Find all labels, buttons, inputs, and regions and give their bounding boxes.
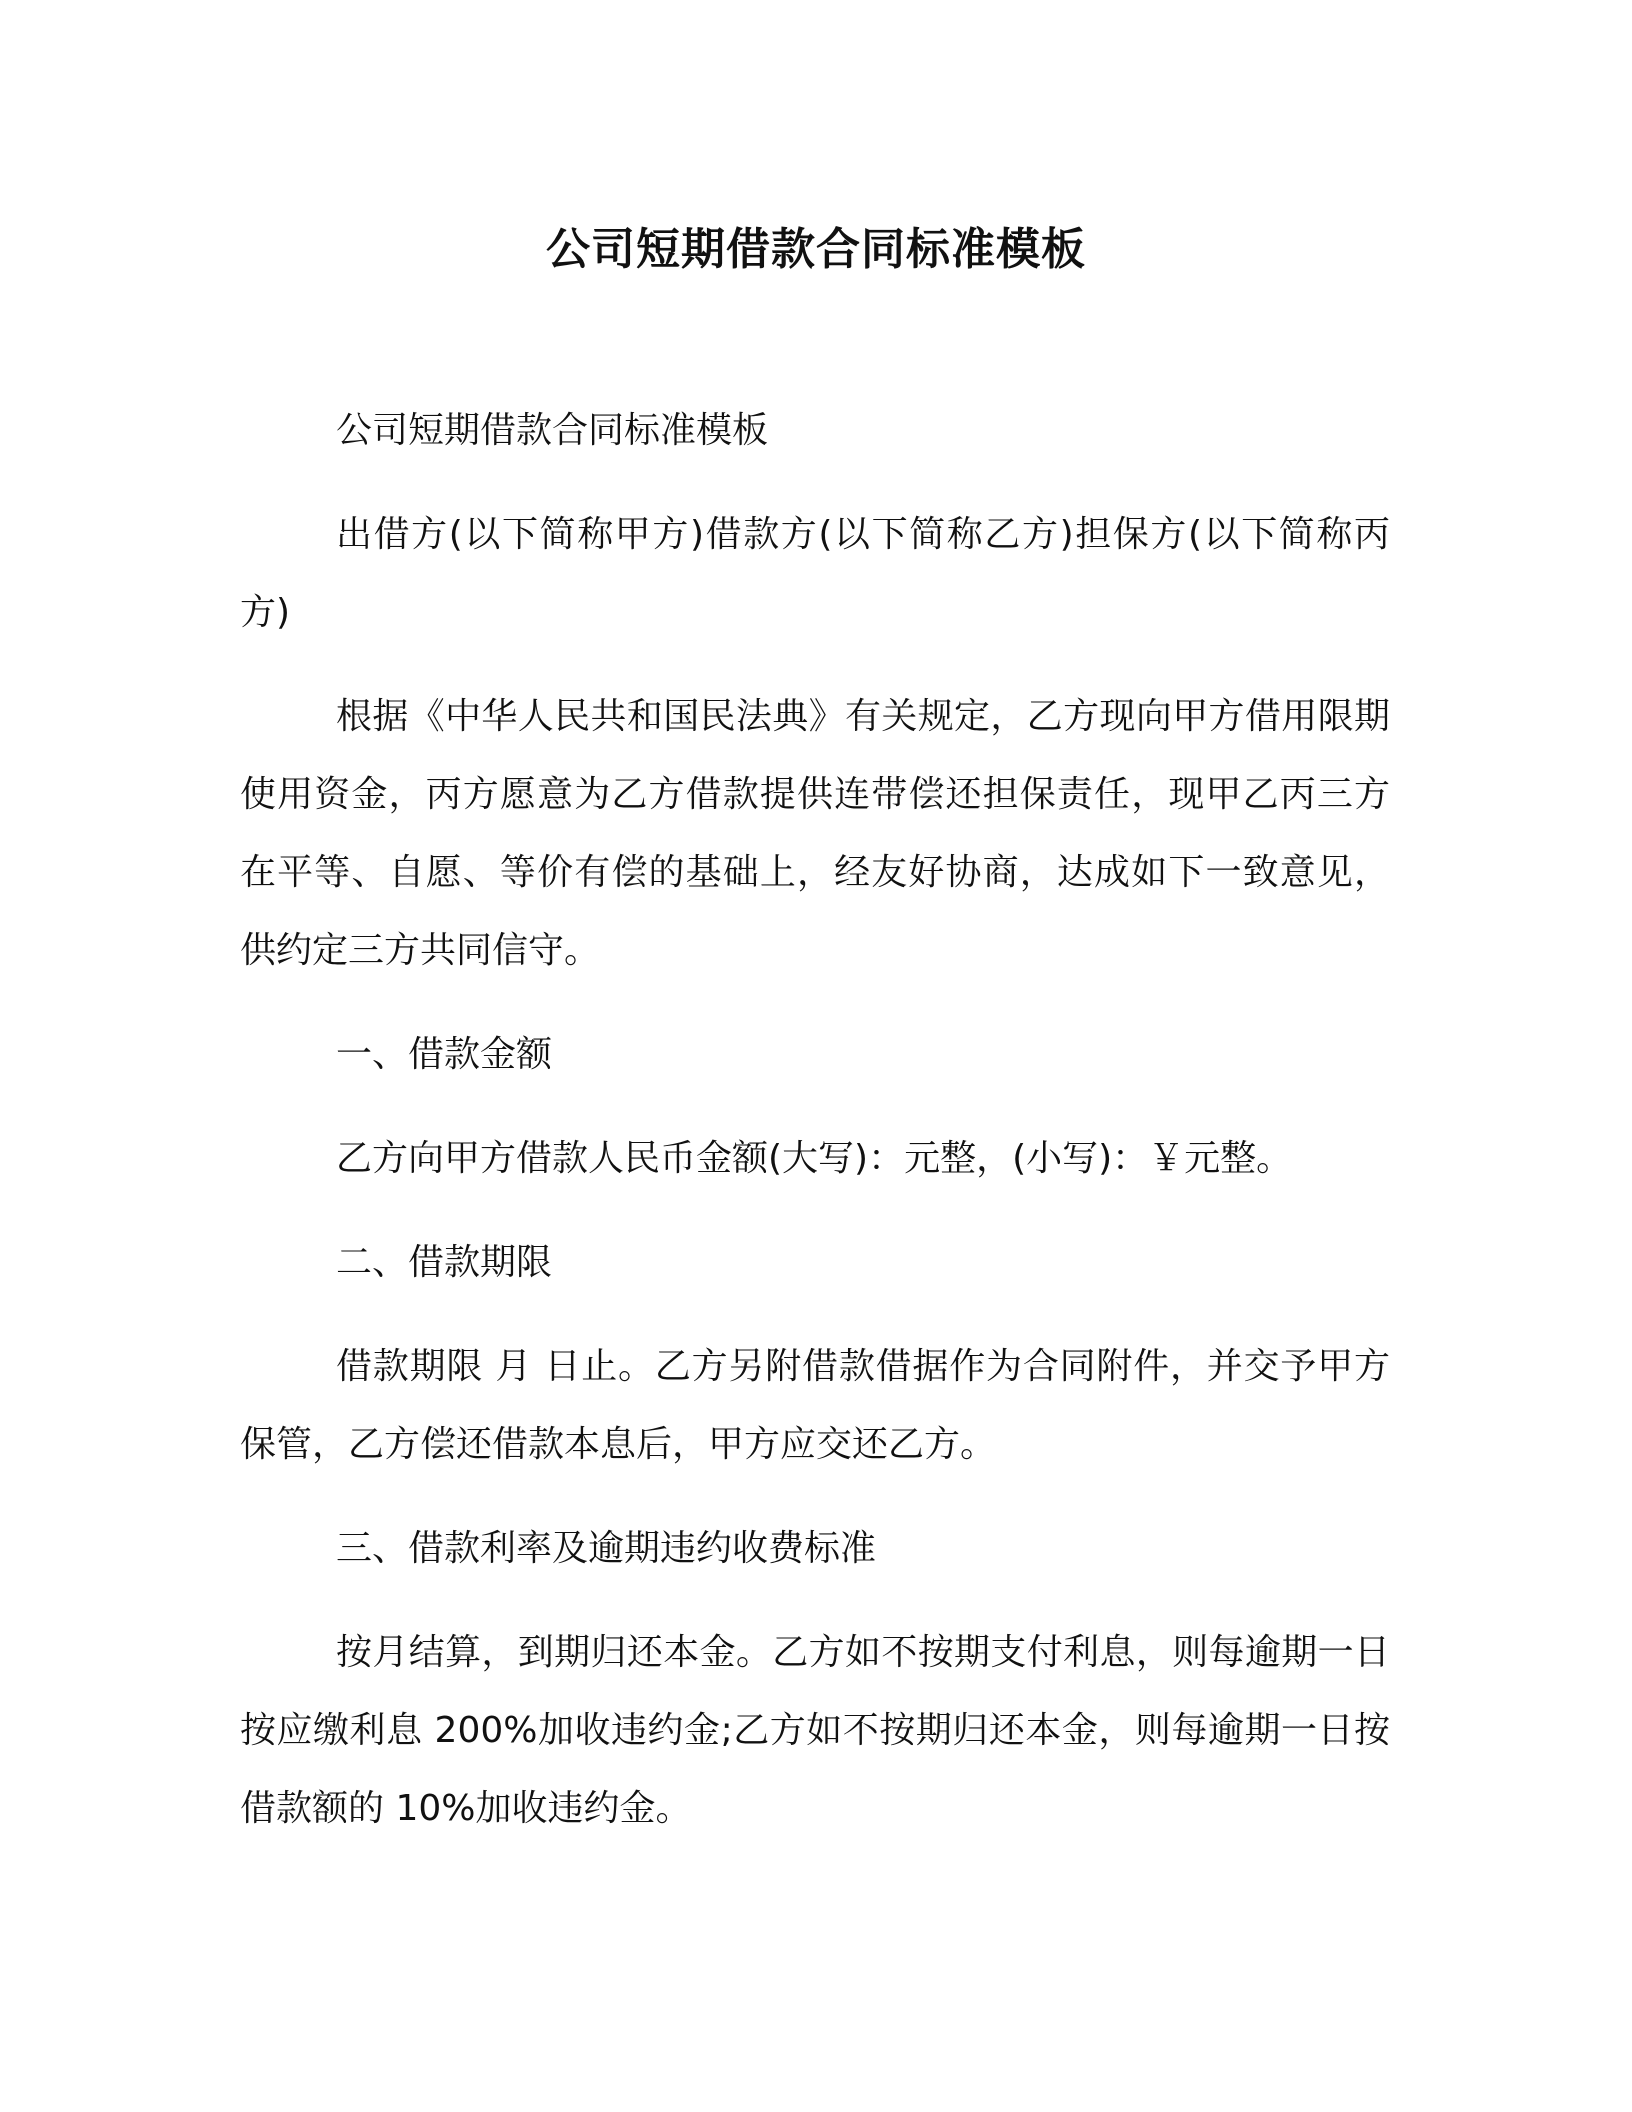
document-body xyxy=(240,392,1390,1874)
paragraph-loan-term: 借款期限 月 日止。乙方另附借款借据作为合同附件，并交予甲方保管，乙方偿还借款本息后，甲方应交还乙方。 xyxy=(240,1346,1390,1465)
document-title: 公司短期借款合同标准模板 xyxy=(546,224,1086,275)
section-heading-loan-amount: 一、借款金额 xyxy=(336,1034,553,1075)
paragraph-subtitle: 公司短期借款合同标准模板 xyxy=(336,410,769,451)
paragraph-preamble: 根据《中华人民共和国民法典》有关规定，乙方现向甲方借用限期使用资金，丙方愿意为乙方借款提供连带偿还担保责任，现甲乙丙三方在平等、自愿、等价有偿的基础上，经友好协商，达成如下一致意见，供约定三方共同信守。 xyxy=(240,696,1390,971)
paragraph-parties: 出借方(以下简称甲方)借款方(以下简称乙方)担保方(以下简称丙方) xyxy=(240,514,1390,633)
paragraph-interest: 按月结算，到期归还本金。乙方如不按期支付利息，则每逾期一日按应缴利息 200%加收违约金;乙方如不按期归还本金，则每逾期一日按借款额的 10%加收违约金。 xyxy=(240,1632,1390,1829)
paragraph-loan-amount: 乙方向甲方借款人民币金额(大写)：元整，(小写)：￥元整。 xyxy=(336,1138,1293,1179)
section-heading-loan-term: 二、借款期限 xyxy=(336,1242,553,1283)
section-heading-interest: 三、借款利率及逾期违约收费标准 xyxy=(336,1528,877,1569)
